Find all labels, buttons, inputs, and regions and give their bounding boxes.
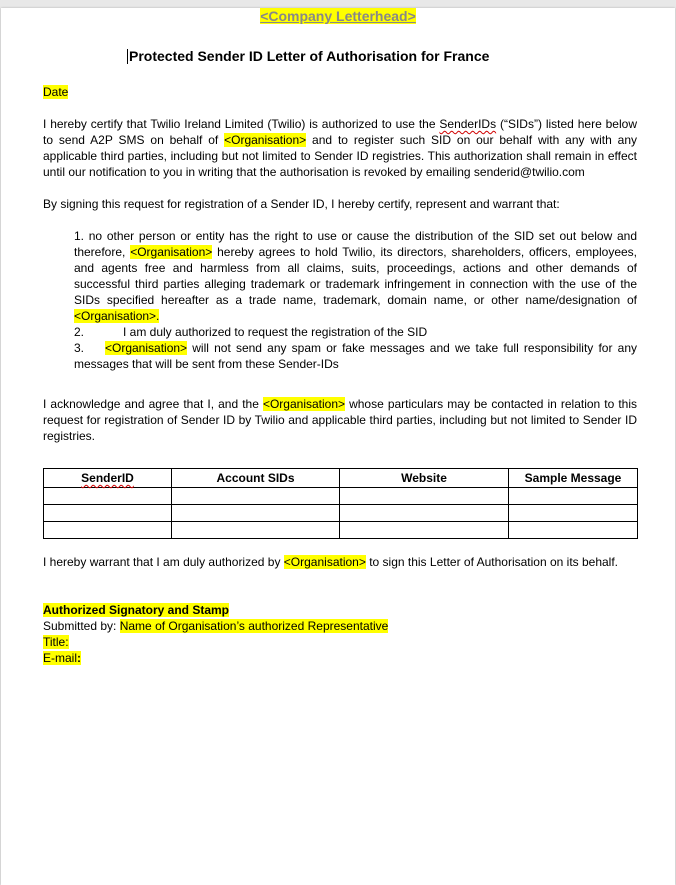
email-line: E-mail:	[43, 651, 82, 665]
table-cell[interactable]	[172, 488, 340, 505]
company-letterhead: <Company Letterhead>	[260, 8, 416, 24]
by-signing-paragraph: By signing this request for registration of a Sender ID, I hereby certify, represent and warrant that:	[43, 197, 560, 211]
column-header-account-sids: Account SIDs	[172, 469, 340, 488]
submitted-by-line: Submitted by: Name of Organisation’s authorized Representative	[43, 619, 389, 633]
document-page	[1, 8, 675, 885]
table-cell[interactable]	[509, 505, 638, 522]
table-cell[interactable]	[172, 505, 340, 522]
sender-id-table	[43, 468, 638, 539]
table-row	[44, 488, 638, 505]
intro-paragraph: I hereby certify that Twilio Ireland Limited (Twilio) is authorized to use the SenderIDs (“SIDs”) listed here below to send A2P SMS on behalf of <Organisation> and to register such SID on our behalf with any with any applicable third parties, including but not limited to Sender ID registries. This authorization shall remain in effect until our notification to you in writing that the authorisation is revoked by emailing senderid@twilio.com	[43, 117, 637, 179]
list-item-1: 1. no other person or entity has the right to use or cause the distribution of the SID set out below and therefore, <Organisation> hereby agrees to hold Twilio, its directors, shareholders, officers, employees, and agents free and harmless from all claims, suits, proceedings, actions and other demands of successful third parties alleging trademark or trademark infringement in connection with the use of the SIDs specified hereafter as a trade name, trademark, domain name, or other name/designation of <Organisation>.	[74, 229, 637, 323]
date-field: Date	[43, 85, 69, 99]
list-item-2: 2. I am duly authorized to request the registration of the SID	[74, 325, 428, 339]
table-cell[interactable]	[172, 522, 340, 539]
signatory-heading: Authorized Signatory and Stamp	[43, 603, 230, 617]
title-line: Title:	[43, 635, 69, 649]
table-row	[44, 505, 638, 522]
text-cursor	[127, 49, 128, 64]
table-row	[44, 522, 638, 539]
warrant-paragraph: I hereby warrant that I am duly authorized by <Organisation> to sign this Letter of Authorisation on its behalf.	[43, 555, 619, 569]
acknowledge-paragraph: I acknowledge and agree that I, and the <Organisation> whose particulars may be contacted in relation to this request for registration of Sender ID by Twilio and applicable third parties, including but not limited to Sender ID registries.	[43, 397, 638, 443]
table-cell[interactable]	[44, 505, 172, 522]
column-header-website: Website	[340, 469, 509, 488]
list-item-3: 3. <Organisation> will not send any spam or fake messages and we take full responsibility for any messages that will be sent from these Sender-IDs	[74, 341, 637, 371]
column-header-sample-message: Sample Message	[509, 469, 638, 488]
table-cell[interactable]	[44, 488, 172, 505]
table-header-row	[44, 469, 638, 488]
table-cell[interactable]	[340, 522, 509, 539]
table-cell[interactable]	[340, 488, 509, 505]
page-title: Protected Sender ID Letter of Authorisation for France	[129, 48, 490, 64]
table-cell[interactable]	[44, 522, 172, 539]
table-cell[interactable]	[340, 505, 509, 522]
column-header-senderid: SenderID	[44, 469, 172, 488]
table-cell[interactable]	[509, 488, 638, 505]
signatory-block	[43, 602, 637, 666]
table-cell[interactable]	[509, 522, 638, 539]
